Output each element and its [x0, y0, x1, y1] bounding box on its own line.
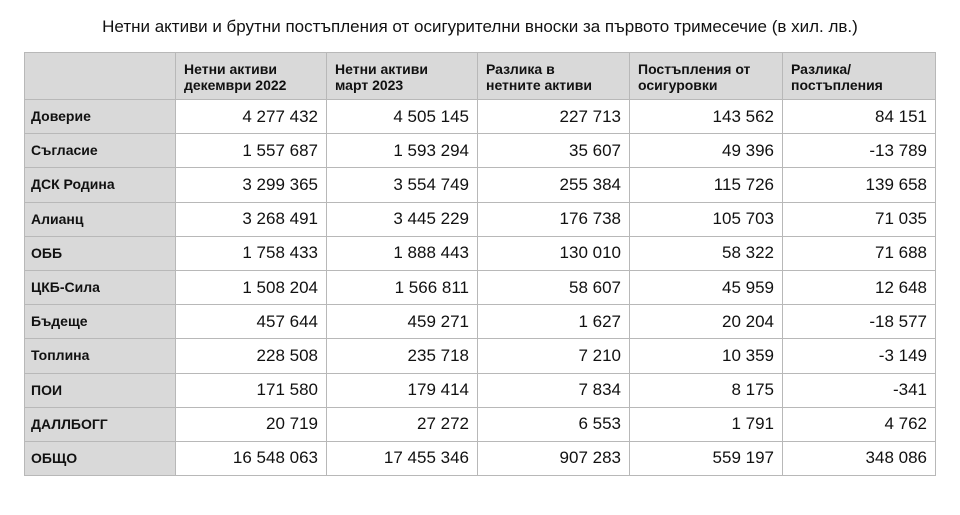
table-title: Нетни активи и брутни постъпления от осигурителни вноски за първото тримесечие (в хил. лв.): [102, 17, 858, 36]
total-value-cell: 348 086: [783, 441, 936, 475]
value-cell: 3 299 365: [176, 168, 327, 202]
value-cell: 1 593 294: [327, 134, 478, 168]
total-value-cell: 559 197: [630, 441, 783, 475]
value-cell: 35 607: [478, 134, 630, 168]
total-label-cell: ОБЩО: [25, 441, 176, 475]
fund-name-cell: Бъдеще: [25, 305, 176, 339]
value-cell: 7 210: [478, 339, 630, 373]
value-cell: 255 384: [478, 168, 630, 202]
value-cell: 84 151: [783, 100, 936, 134]
table-row: [25, 202, 936, 236]
fund-name-cell: ДСК Родина: [25, 168, 176, 202]
value-cell: 1 791: [630, 407, 783, 441]
value-cell: 171 580: [176, 373, 327, 407]
value-cell: 71 035: [783, 202, 936, 236]
value-cell: 3 445 229: [327, 202, 478, 236]
total-value-cell: 16 548 063: [176, 441, 327, 475]
value-cell: 3 268 491: [176, 202, 327, 236]
fund-name-cell: Топлина: [25, 339, 176, 373]
value-cell: -3 149: [783, 339, 936, 373]
header-contributions: Постъпления от осигуровки: [630, 53, 783, 100]
value-cell: 58 607: [478, 270, 630, 304]
table-total-row: [25, 441, 936, 475]
table-row: [25, 305, 936, 339]
value-cell: 6 553: [478, 407, 630, 441]
pension-funds-table: [24, 52, 936, 476]
value-cell: 130 010: [478, 236, 630, 270]
header-net-assets-dec-2022: Нетни активи декември 2022: [176, 53, 327, 100]
table-row: [25, 407, 936, 441]
value-cell: 176 738: [478, 202, 630, 236]
table-row: [25, 270, 936, 304]
fund-name-cell: Съгласие: [25, 134, 176, 168]
header-net-assets-mar-2023: Нетни активи март 2023: [327, 53, 478, 100]
value-cell: 1 508 204: [176, 270, 327, 304]
value-cell: 8 175: [630, 373, 783, 407]
header-net-assets-difference: Разлика в нетните активи: [478, 53, 630, 100]
table-body: [25, 100, 936, 476]
value-cell: 12 648: [783, 270, 936, 304]
value-cell: 71 688: [783, 236, 936, 270]
value-cell: 227 713: [478, 100, 630, 134]
value-cell: 115 726: [630, 168, 783, 202]
fund-name-cell: Доверие: [25, 100, 176, 134]
total-value-cell: 17 455 346: [327, 441, 478, 475]
table-row: [25, 168, 936, 202]
value-cell: 179 414: [327, 373, 478, 407]
value-cell: 1 758 433: [176, 236, 327, 270]
value-cell: 45 959: [630, 270, 783, 304]
value-cell: 49 396: [630, 134, 783, 168]
value-cell: 20 204: [630, 305, 783, 339]
fund-name-cell: ЦКБ-Сила: [25, 270, 176, 304]
fund-name-cell: Алианц: [25, 202, 176, 236]
value-cell: 7 834: [478, 373, 630, 407]
value-cell: 143 562: [630, 100, 783, 134]
value-cell: 3 554 749: [327, 168, 478, 202]
value-cell: 1 888 443: [327, 236, 478, 270]
table-row: [25, 100, 936, 134]
value-cell: 235 718: [327, 339, 478, 373]
fund-name-cell: ПОИ: [25, 373, 176, 407]
table-row: [25, 373, 936, 407]
value-cell: 4 277 432: [176, 100, 327, 134]
header-fund-name: [25, 53, 176, 100]
value-cell: -18 577: [783, 305, 936, 339]
value-cell: 10 359: [630, 339, 783, 373]
value-cell: -341: [783, 373, 936, 407]
value-cell: 58 322: [630, 236, 783, 270]
value-cell: 139 658: [783, 168, 936, 202]
table-row: [25, 236, 936, 270]
value-cell: 27 272: [327, 407, 478, 441]
value-cell: 4 505 145: [327, 100, 478, 134]
value-cell: 1 627: [478, 305, 630, 339]
value-cell: 1 557 687: [176, 134, 327, 168]
header-difference-contributions: Разлика/ постъпления: [783, 53, 936, 100]
value-cell: 459 271: [327, 305, 478, 339]
table-header-row: [25, 53, 936, 100]
value-cell: 457 644: [176, 305, 327, 339]
total-value-cell: 907 283: [478, 441, 630, 475]
fund-name-cell: ОББ: [25, 236, 176, 270]
value-cell: -13 789: [783, 134, 936, 168]
value-cell: 20 719: [176, 407, 327, 441]
table-row: [25, 339, 936, 373]
value-cell: 4 762: [783, 407, 936, 441]
table-row: [25, 134, 936, 168]
value-cell: 105 703: [630, 202, 783, 236]
value-cell: 1 566 811: [327, 270, 478, 304]
fund-name-cell: ДАЛЛБОГГ: [25, 407, 176, 441]
value-cell: 228 508: [176, 339, 327, 373]
